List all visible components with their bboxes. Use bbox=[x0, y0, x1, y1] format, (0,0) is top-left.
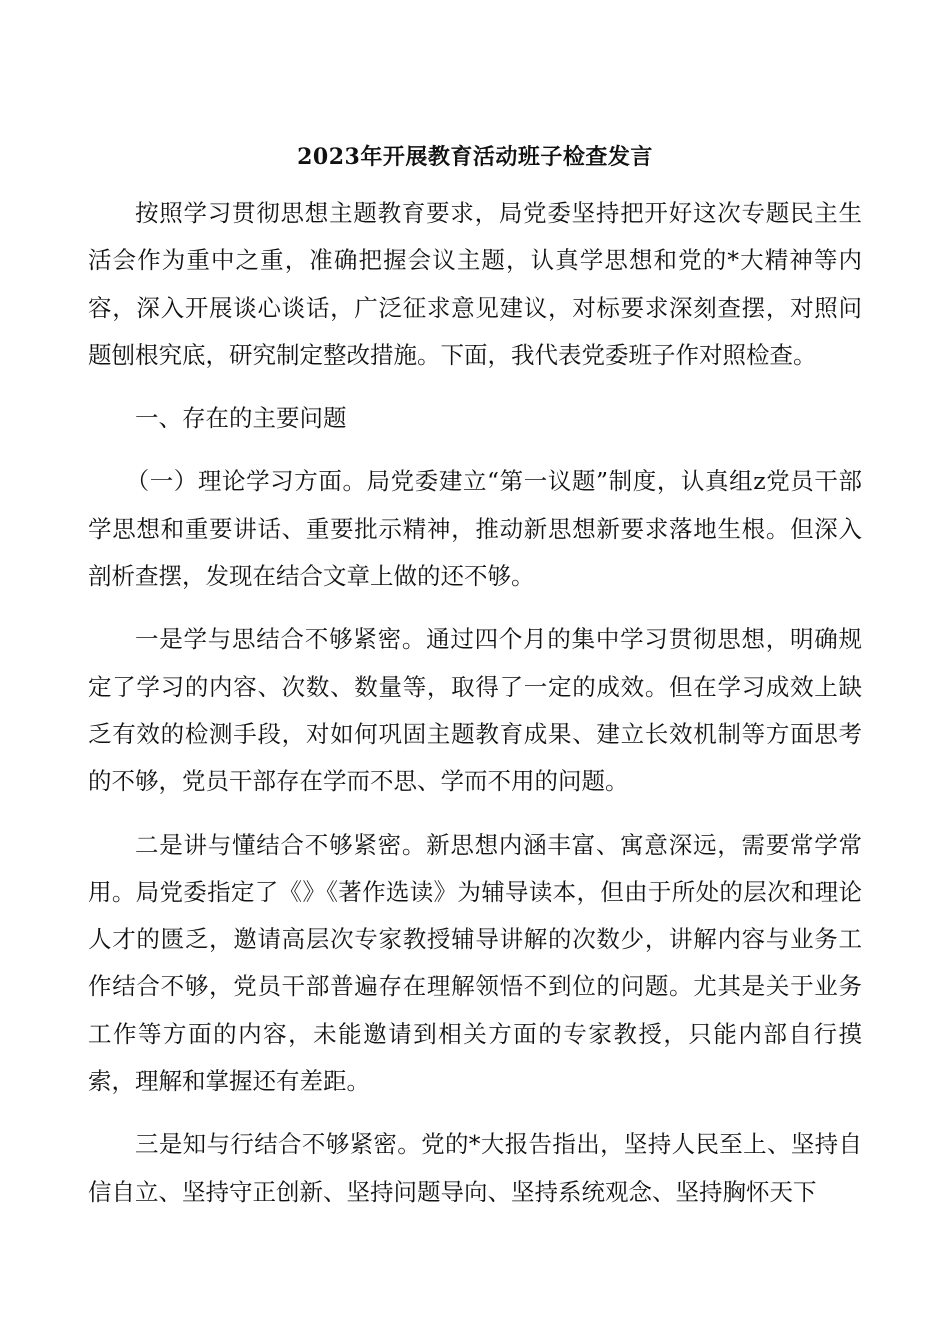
text-line: 自信自立、坚持守正创新、坚持问题导向、坚持系统观念、坚持胸怀天下 bbox=[88, 1130, 862, 1206]
text-line: 题刨根究底，研究制定整改措施。下面，我代表党委班子作对照检查。 bbox=[88, 340, 817, 369]
text-line: 干部学思想和重要讲话、重要批示精神，推动新思想新要求落地生根。但 bbox=[88, 467, 862, 543]
text-line: 定了学习的内容、次数、数量等，取得了一定的成效。但在学习成效上缺 bbox=[88, 672, 862, 701]
paragraph-point-one bbox=[88, 616, 862, 805]
text-line: 工作结合不够，党员干部普遍存在理解领悟不到位的问题。尤其是关于业 bbox=[88, 925, 862, 1001]
text-line: 二是讲与懂结合不够紧密。新思想内涵丰富、寓意深远，需要常学常 bbox=[135, 830, 862, 859]
text-line: 容，深入开展谈心谈话，广泛征求意见建议，对标要求深刻查摆，对照问 bbox=[88, 293, 862, 322]
text-line: 三是知与行结合不够紧密。党的*大报告指出，坚持人民至上、坚持 bbox=[135, 1130, 839, 1159]
text-line: 一、存在的主要问题 bbox=[135, 404, 347, 433]
text-line: （一）理论学习方面。局党委建立“第一议题”制度，认真组z党员 bbox=[125, 467, 815, 496]
document-body bbox=[88, 190, 862, 1216]
text-line: 深入剖析查摆，发现在结合文章上做的还不够。 bbox=[88, 514, 863, 591]
document-title: 2023年开展教育活动班子检查发言 bbox=[297, 144, 653, 170]
paragraph-point-two bbox=[88, 822, 862, 1106]
text-line: 按照学习贯彻思想主题教育要求，局党委坚持把开好这次专题民主生 bbox=[135, 199, 862, 227]
text-line: 活会作为重中之重，准确把握会议主题，认真学思想和党的*大精神等内 bbox=[88, 246, 862, 275]
text-line: 务工作等方面的内容，未能邀请到相关方面的专家教授，只能内部自行摸 bbox=[88, 972, 862, 1048]
paragraph-intro bbox=[88, 190, 862, 379]
paragraph-theory-study bbox=[88, 458, 862, 600]
text-line: 的不够，党员干部存在学而不思、学而不用的问题。 bbox=[88, 767, 629, 796]
section-heading bbox=[88, 395, 862, 442]
text-line: 乏有效的检测手段，对如何巩固主题教育成果、建立长效机制等方面思考 bbox=[88, 719, 862, 748]
text-line: 一是学与思结合不够紧密。通过四个月的集中学习贯彻思想，明确规 bbox=[135, 625, 862, 654]
text-line: 论人才的匮乏，邀请高层次专家教授辅导讲解的次数少，讲解内容与业务 bbox=[88, 877, 862, 954]
text-line: 索，理解和掌握还有差距。 bbox=[88, 1067, 370, 1096]
paragraph-point-three bbox=[88, 1121, 862, 1216]
text-line: 用。局党委指定了《》《著作选读》为辅导读本，但由于所处的层次和理 bbox=[88, 877, 839, 906]
